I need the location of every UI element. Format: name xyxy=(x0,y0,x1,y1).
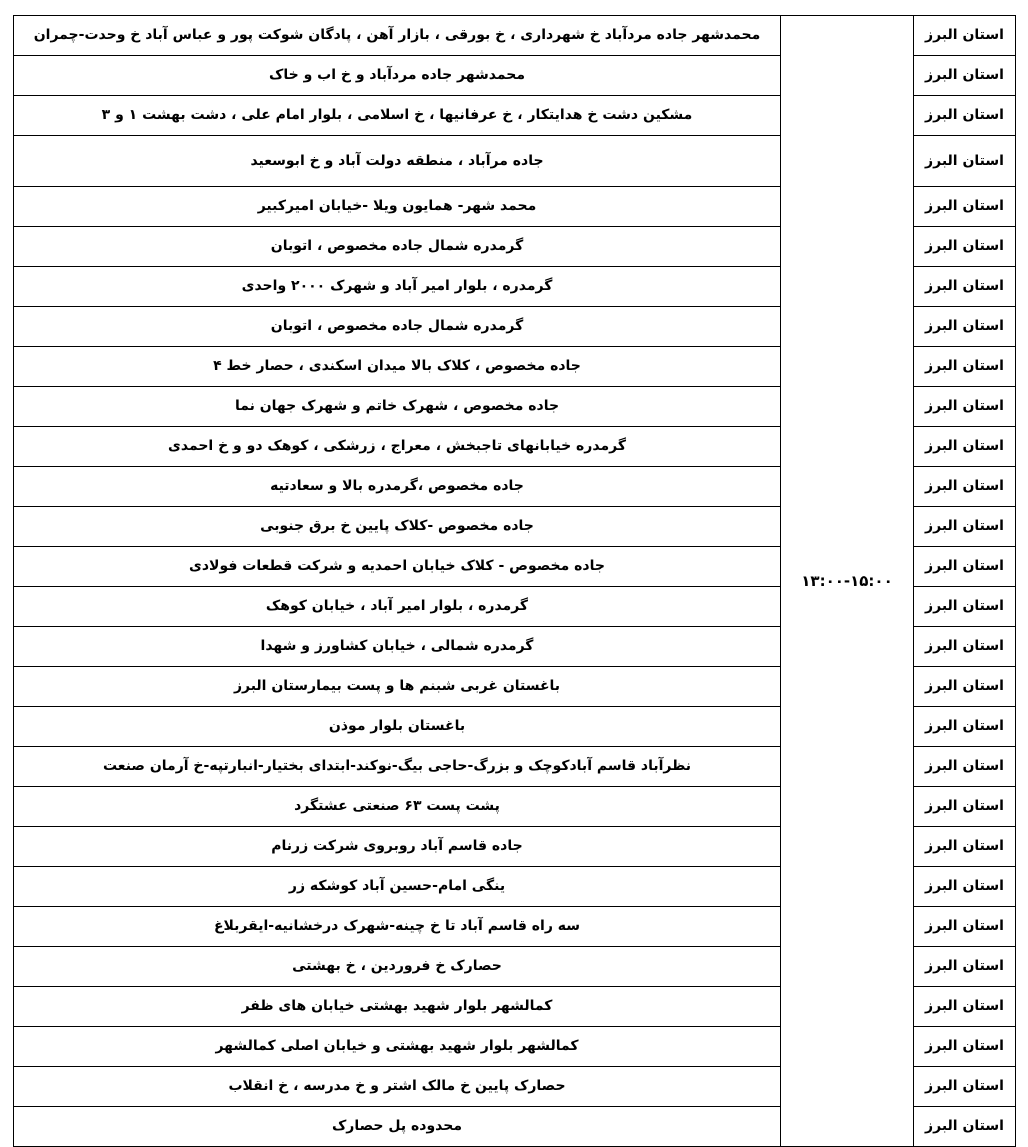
area-cell: پشت پست ۶۳ صنعتی عشتگرد xyxy=(14,787,781,827)
province-cell: استان البرز xyxy=(914,136,1016,187)
area-cell: کمالشهر بلوار شهید بهشتی خیابان های ظفر xyxy=(14,987,781,1027)
province-cell: استان البرز xyxy=(914,307,1016,347)
province-cell: استان البرز xyxy=(914,1027,1016,1067)
province-cell: استان البرز xyxy=(914,1107,1016,1147)
area-cell: جاده قاسم آباد روبروی شرکت زرنام xyxy=(14,827,781,867)
area-cell: محمدشهر جاده مردآباد خ شهرداری ، خ بورقی ، بازار آهن ، پادگان شوکت پور و عباس آباد خ وحدت-چمران xyxy=(14,16,781,56)
area-cell: محمد شهر- همایون ویلا -خیابان امیرکبیر xyxy=(14,187,781,227)
area-cell: گرمدره شمال جاده مخصوص ، اتوبان xyxy=(14,227,781,267)
area-cell: گرمدره ، بلوار امیر آباد و شهرک ۲۰۰۰ واحدی xyxy=(14,267,781,307)
province-cell: استان البرز xyxy=(914,907,1016,947)
province-cell: استان البرز xyxy=(914,547,1016,587)
province-cell: استان البرز xyxy=(914,947,1016,987)
province-cell: استان البرز xyxy=(914,987,1016,1027)
area-cell: جاده مرآباد ، منطقه دولت آباد و خ ابوسعید xyxy=(14,136,781,187)
area-cell: جاده مخصوص ، شهرک خاتم و شهرک جهان نما xyxy=(14,387,781,427)
province-cell: استان البرز xyxy=(914,427,1016,467)
province-cell: استان البرز xyxy=(914,347,1016,387)
province-cell: استان البرز xyxy=(914,387,1016,427)
province-cell: استان البرز xyxy=(914,187,1016,227)
province-cell: استان البرز xyxy=(914,227,1016,267)
table-row xyxy=(14,16,1016,56)
province-cell: استان البرز xyxy=(914,627,1016,667)
province-cell: استان البرز xyxy=(914,867,1016,907)
area-cell: جاده مخصوص ، کلاک بالا میدان اسکندی ، حصار خط ۴ xyxy=(14,347,781,387)
province-cell: استان البرز xyxy=(914,667,1016,707)
area-cell: حصارک پایین خ مالک اشتر و خ مدرسه ، خ انقلاب xyxy=(14,1067,781,1107)
area-cell: جاده مخصوص - کلاک خیابان احمدیه و شرکت قطعات فولادی xyxy=(14,547,781,587)
province-cell: استان البرز xyxy=(914,787,1016,827)
province-cell: استان البرز xyxy=(914,267,1016,307)
province-cell: استان البرز xyxy=(914,1067,1016,1107)
area-cell: حصارک خ فروردین ، خ بهشتی xyxy=(14,947,781,987)
province-cell: استان البرز xyxy=(914,507,1016,547)
area-cell: باغستان بلوار موذن xyxy=(14,707,781,747)
area-cell: باغستان غربی شبنم ها و پست بیمارستان البرز xyxy=(14,667,781,707)
outage-schedule-table xyxy=(13,15,1016,1147)
province-cell: استان البرز xyxy=(914,467,1016,507)
area-cell: محمدشهر جاده مردآباد و خ اب و خاک xyxy=(14,56,781,96)
schedule-body xyxy=(14,16,1016,1147)
area-cell: مشکین دشت خ هدایتکار ، خ عرفانیها ، خ اسلامی ، بلوار امام علی ، دشت بهشت ۱ و ۳ xyxy=(14,96,781,136)
province-cell: استان البرز xyxy=(914,587,1016,627)
province-cell: استان البرز xyxy=(914,747,1016,787)
province-cell: استان البرز xyxy=(914,827,1016,867)
area-cell: کمالشهر بلوار شهید بهشتی و خیابان اصلی کمالشهر xyxy=(14,1027,781,1067)
time-window-cell: ۱۳:۰۰-۱۵:۰۰ xyxy=(781,16,914,1147)
area-cell: گرمدره شمال جاده مخصوص ، اتوبان xyxy=(14,307,781,347)
province-cell: استان البرز xyxy=(914,56,1016,96)
area-cell: گرمدره شمالی ، خیابان کشاورز و شهدا xyxy=(14,627,781,667)
area-cell: سه راه قاسم آباد تا خ چینه-شهرک درخشانیه-ایقربلاغ xyxy=(14,907,781,947)
province-cell: استان البرز xyxy=(914,707,1016,747)
area-cell: محدوده پل حصارک xyxy=(14,1107,781,1147)
area-cell: ینگی امام-حسین آباد کوشکه زر xyxy=(14,867,781,907)
province-cell: استان البرز xyxy=(914,96,1016,136)
area-cell: جاده مخصوص -کلاک پایین خ برق جنوبی xyxy=(14,507,781,547)
province-cell: استان البرز xyxy=(914,16,1016,56)
area-cell: گرمدره ، بلوار امیر آباد ، خیابان کوهک xyxy=(14,587,781,627)
area-cell: نظرآباد قاسم آبادکوچک و بزرگ-حاجی بیگ-نوکند-ابتدای بختیار-انبارتپه-خ آرمان صنعت xyxy=(14,747,781,787)
area-cell: گرمدره خیابانهای تاجبخش ، معراج ، زرشکی ، کوهک دو و خ احمدی xyxy=(14,427,781,467)
area-cell: جاده مخصوص ،گرمدره بالا و سعادتیه xyxy=(14,467,781,507)
